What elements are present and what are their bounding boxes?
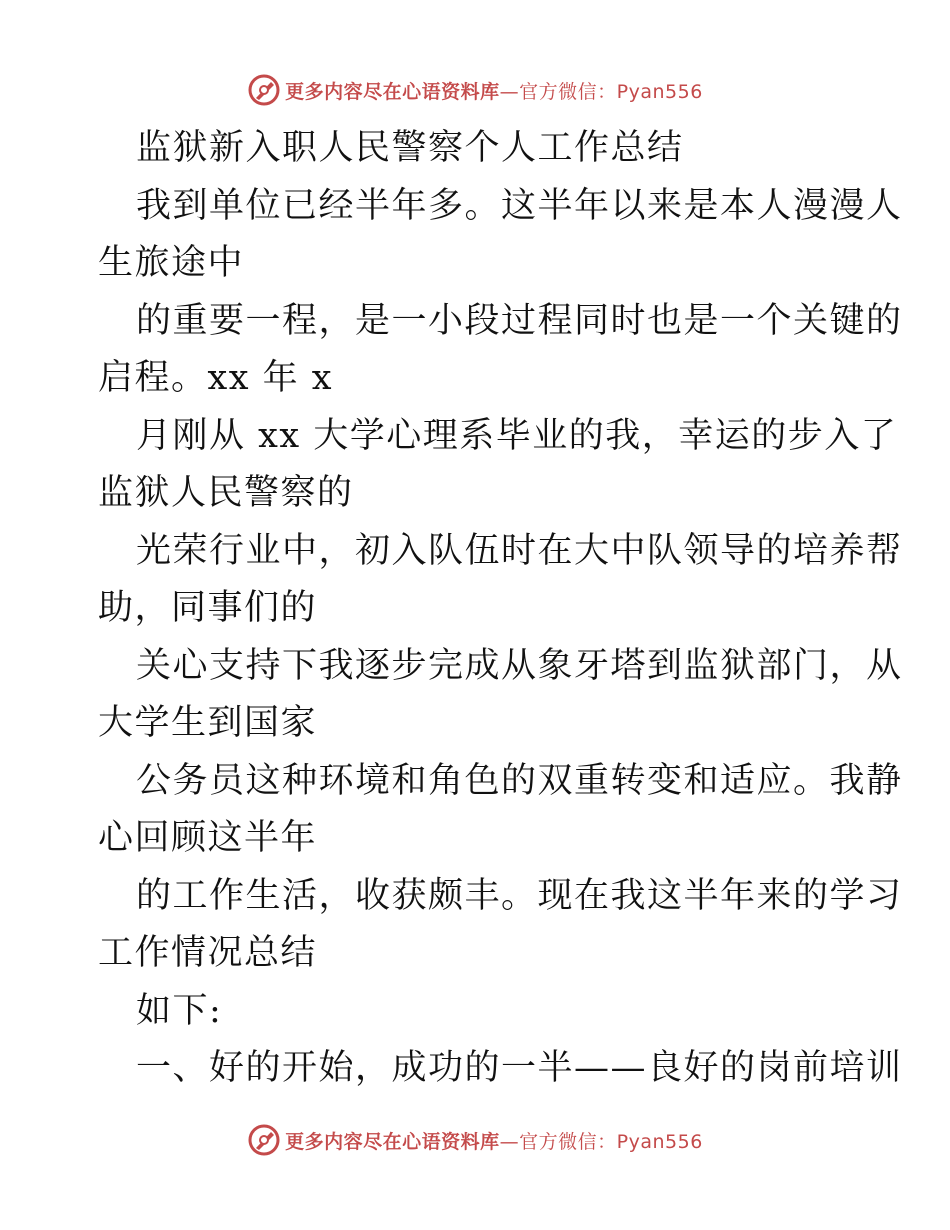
watermark-text: 更多内容尽在心语资料库—官方微信：Pyan556 [285, 1130, 703, 1153]
text-line: 的重要一程，是一小段过程同时也是一个关键的 [136, 300, 903, 341]
text-line: 工作情况总结 [98, 933, 318, 973]
text-line: 公务员这种环境和角色的双重转变和适应。我静 [136, 760, 903, 801]
header-watermark [0, 70, 950, 110]
text-line: 生旅途中 [98, 243, 245, 283]
watermark-text: 更多内容尽在心语资料库—官方微信：Pyan556 [285, 80, 703, 103]
text-line: 月刚从 xx 大学心理系毕业的我，幸运的步入了 [136, 415, 898, 456]
text-line: 一、好的开始，成功的一半——良好的岗前培训 [136, 1048, 903, 1088]
text-line: 关心支持下我逐步完成从象牙塔到监狱部门，从 [136, 645, 903, 686]
text-line: 大学生到国家 [98, 703, 318, 743]
document-body [98, 120, 903, 1098]
footer-watermark [0, 1120, 950, 1160]
document-title: 监狱新入职人民警察个人工作总结 [136, 128, 684, 168]
text-line: 启程。xx 年 x [98, 358, 333, 398]
text-line: 光荣行业中，初入队伍时在大中队领导的培养帮 [136, 530, 903, 571]
pen-logo-icon [247, 73, 281, 107]
text-line: 如下: [136, 990, 223, 1031]
pen-logo-icon [247, 1123, 281, 1157]
text-line: 助，同事们的 [98, 588, 318, 628]
text-line: 我到单位已经半年多。这半年以来是本人漫漫人 [136, 185, 903, 226]
text-line: 心回顾这半年 [98, 818, 318, 858]
text-line: 监狱人民警察的 [98, 473, 354, 513]
text-line: 的工作生活，收获颇丰。现在我这半年来的学习 [136, 875, 903, 916]
